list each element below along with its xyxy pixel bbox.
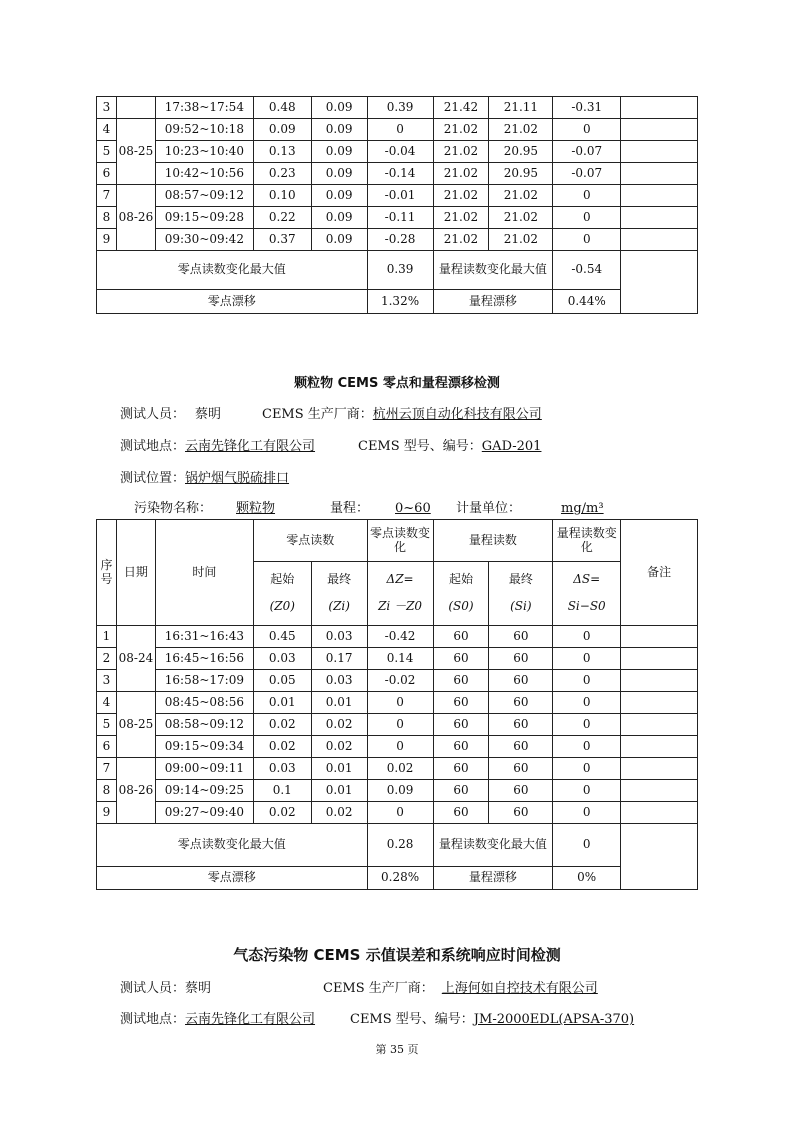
- table-row: [97, 670, 698, 692]
- table-cell: -0.42: [367, 626, 433, 648]
- table-cell: 0.01: [253, 692, 311, 714]
- table-cell: 08:57~09:12: [155, 185, 253, 207]
- table-cell: 0.01: [311, 780, 367, 802]
- span-drift-value: 0%: [553, 867, 621, 890]
- table-cell: -0.04: [367, 141, 433, 163]
- table-cell: 60: [433, 802, 489, 824]
- table-cell: 0.02: [253, 802, 311, 824]
- table-cell: 0: [553, 736, 621, 758]
- date-cell: 08-24: [116, 626, 155, 692]
- table-cell: 0: [553, 229, 621, 251]
- summary-row: [97, 867, 698, 890]
- header-note: 备注: [621, 520, 698, 626]
- tester-line: 测试人员： 蔡明: [120, 407, 222, 422]
- table-cell: 60: [433, 670, 489, 692]
- table-cell: 21.02: [433, 163, 489, 185]
- table-cell: 0.03: [311, 670, 367, 692]
- table-cell: 0.10: [253, 185, 311, 207]
- table-cell: 60: [489, 626, 553, 648]
- table-row: [97, 141, 698, 163]
- model-name: GAD-201: [481, 439, 542, 454]
- table-cell: 21.42: [433, 97, 489, 119]
- table-cell: [621, 736, 698, 758]
- section-title: 气态污染物 CEMS 示值误差和系统响应时间检测: [233, 946, 561, 964]
- table-cell: 3: [97, 670, 117, 692]
- table-cell: 60: [489, 648, 553, 670]
- date-cell: 08-26: [116, 758, 155, 824]
- table-cell: 0: [553, 185, 621, 207]
- table-row: [97, 229, 698, 251]
- table-cell: 0.09: [253, 119, 311, 141]
- model-line: CEMS 型号、编号：GAD-201: [358, 439, 542, 454]
- table-cell: 0: [367, 119, 433, 141]
- table-cell: 60: [489, 714, 553, 736]
- table-row: [97, 802, 698, 824]
- maker-name: 上海何如自控技术有限公司: [441, 981, 598, 996]
- table-cell: 3: [97, 97, 117, 119]
- tester-name: 蔡明: [185, 981, 212, 996]
- table-cell: 60: [489, 692, 553, 714]
- table-cell: 0.03: [311, 626, 367, 648]
- table-cell: [621, 97, 698, 119]
- table-cell: -0.07: [553, 141, 621, 163]
- span-max-value: -0.54: [553, 251, 621, 290]
- table-cell: 21.02: [489, 185, 553, 207]
- table-cell: 09:27~09:40: [155, 802, 253, 824]
- date-cell: 08-25: [116, 119, 155, 185]
- table-cell: 0: [553, 207, 621, 229]
- table-cell: [621, 185, 698, 207]
- table-cell: 16:45~16:56: [155, 648, 253, 670]
- table-particulate-drift: [96, 519, 698, 890]
- table-cell: 0.09: [367, 780, 433, 802]
- tester-line: 测试人员：蔡明: [120, 981, 212, 996]
- header-ds: ΔS= Si−S0: [553, 562, 621, 626]
- table-cell: 0: [367, 714, 433, 736]
- header-zi: 最终 (Zi): [311, 562, 367, 626]
- model-name: JM-2000EDL(APSA-370): [473, 1012, 635, 1027]
- maker-line: CEMS 生产厂商： 上海何如自控技术有限公司: [323, 981, 598, 996]
- table-cell: 7: [97, 185, 117, 207]
- table-cell: 09:30~09:42: [155, 229, 253, 251]
- table-row: [97, 626, 698, 648]
- table-cell: 1: [97, 626, 117, 648]
- table-cell: 0.02: [253, 714, 311, 736]
- zero-drift-label: 零点漂移: [97, 867, 368, 890]
- table-cell: 8: [97, 780, 117, 802]
- table-cell: 10:23~10:40: [155, 141, 253, 163]
- table-cell: 0.22: [253, 207, 311, 229]
- header-zero-change: 零点读数变化: [367, 520, 433, 562]
- position-line: 测试位置：锅炉烟气脱硫排口: [120, 471, 290, 486]
- zero-max-value: 0.39: [367, 251, 433, 290]
- table-cell: 0: [553, 802, 621, 824]
- zero-max-value: 0.28: [367, 824, 433, 867]
- span-drift-label: 量程漂移: [433, 867, 553, 890]
- table-row: [97, 97, 698, 119]
- table-cell: 0.09: [311, 207, 367, 229]
- header-si: 最终 (Si): [489, 562, 553, 626]
- table-cell: -0.28: [367, 229, 433, 251]
- summary-row: [97, 251, 698, 290]
- header-dz: ΔZ= Zi －Z0: [367, 562, 433, 626]
- table-cell: 20.95: [489, 141, 553, 163]
- table-row: [97, 163, 698, 185]
- table-cell: 0.02: [311, 802, 367, 824]
- table-cell: 0.09: [311, 229, 367, 251]
- table-cell: 16:58~17:09: [155, 670, 253, 692]
- table-cell: 0: [367, 802, 433, 824]
- table-cell: 21.02: [433, 119, 489, 141]
- table-cell: 16:31~16:43: [155, 626, 253, 648]
- table-cell: 0: [553, 648, 621, 670]
- tester-name: 蔡明: [195, 407, 222, 422]
- table-cell: [621, 119, 698, 141]
- zero-drift-value: 1.32%: [367, 290, 433, 314]
- table-cell: 9: [97, 229, 117, 251]
- header-s0: 起始 (S0): [433, 562, 489, 626]
- table-cell: 17:38~17:54: [155, 97, 253, 119]
- table-cell: [621, 802, 698, 824]
- summary-row: [97, 290, 698, 314]
- table-cell: 21.02: [489, 207, 553, 229]
- table-cell: 21.02: [433, 229, 489, 251]
- model-line: CEMS 型号、编号：JM-2000EDL(APSA-370): [350, 1012, 635, 1027]
- table-cell: 08:45~08:56: [155, 692, 253, 714]
- header-zero-reading: 零点读数: [253, 520, 367, 562]
- table-cell: 0.45: [253, 626, 311, 648]
- pollutant-line: 污染物名称： 颗粒物: [134, 501, 276, 516]
- table-cell: -0.02: [367, 670, 433, 692]
- table-cell: -0.11: [367, 207, 433, 229]
- table-cell: 21.02: [489, 229, 553, 251]
- summary-row: [97, 824, 698, 867]
- table-cell: 09:15~09:34: [155, 736, 253, 758]
- table-cell: [621, 692, 698, 714]
- range-line: 量程： 0~60: [330, 501, 431, 516]
- table-cell: 0.09: [311, 185, 367, 207]
- table-cell: 09:52~10:18: [155, 119, 253, 141]
- table-row: [97, 648, 698, 670]
- table-cell: 0: [367, 736, 433, 758]
- header-date: 日期: [116, 520, 155, 626]
- zero-drift-value: 0.28%: [367, 867, 433, 890]
- table-cell: [621, 758, 698, 780]
- table-row: [97, 780, 698, 802]
- table-cell: 6: [97, 163, 117, 185]
- table-cell: [621, 251, 698, 314]
- section-title: 颗粒物 CEMS 零点和量程漂移检测: [294, 376, 500, 391]
- table-cell: 0.09: [311, 97, 367, 119]
- table-cell: 08:58~09:12: [155, 714, 253, 736]
- site-line: 测试地点：云南先锋化工有限公司: [120, 1012, 316, 1027]
- table-cell: 21.11: [489, 97, 553, 119]
- table-cell: 60: [433, 736, 489, 758]
- table-cell: 0: [553, 692, 621, 714]
- table-cell: 60: [433, 648, 489, 670]
- table-cell: 21.02: [489, 119, 553, 141]
- date-cell: 08-25: [116, 692, 155, 758]
- pollutant-name: 颗粒物: [236, 501, 276, 516]
- table-cell: 0.13: [253, 141, 311, 163]
- table-cell: 0.01: [311, 692, 367, 714]
- unit-line: 计量单位： mg/m³: [456, 501, 604, 516]
- table-cell: 60: [433, 626, 489, 648]
- table-row: [97, 185, 698, 207]
- table-cell: 0.09: [311, 163, 367, 185]
- span-drift-label: 量程漂移: [433, 290, 553, 314]
- table-cell: 0.05: [253, 670, 311, 692]
- table-cell: [621, 670, 698, 692]
- position-name: 锅炉烟气脱硫排口: [185, 471, 290, 486]
- table-row: [97, 714, 698, 736]
- table-cell: 60: [489, 802, 553, 824]
- table-cell: 21.02: [433, 207, 489, 229]
- table-cell: 8: [97, 207, 117, 229]
- table-cell: 09:14~09:25: [155, 780, 253, 802]
- table-cell: 0.37: [253, 229, 311, 251]
- table-cell: 5: [97, 141, 117, 163]
- table-cell: [621, 824, 698, 890]
- table-cell: 0.02: [311, 714, 367, 736]
- table-cell: -0.07: [553, 163, 621, 185]
- header-no: 序号: [97, 520, 117, 626]
- table-row: [97, 207, 698, 229]
- table-cell: 0.02: [311, 736, 367, 758]
- table-cell: 09:00~09:11: [155, 758, 253, 780]
- table-cell: 0: [553, 780, 621, 802]
- table-cell: [621, 648, 698, 670]
- table-cell: 10:42~10:56: [155, 163, 253, 185]
- table-cell: [621, 163, 698, 185]
- table-cell: 0: [553, 670, 621, 692]
- table-cell: 60: [489, 670, 553, 692]
- header-span-reading: 量程读数: [433, 520, 553, 562]
- table-cell: -0.31: [553, 97, 621, 119]
- unit-value: mg/m³: [561, 501, 604, 516]
- table-row: [97, 119, 698, 141]
- zero-drift-label: 零点漂移: [97, 290, 368, 314]
- zero-max-label: 零点读数变化最大值: [97, 824, 368, 867]
- header-row: [97, 520, 698, 562]
- date-cell: 08-26: [116, 185, 155, 251]
- table-cell: 0.23: [253, 163, 311, 185]
- range-value: 0~60: [395, 501, 431, 516]
- table-cell: 0.02: [253, 736, 311, 758]
- table-cell: 0.48: [253, 97, 311, 119]
- table-row: [97, 758, 698, 780]
- table-cell: 21.02: [433, 141, 489, 163]
- table-cell: [621, 780, 698, 802]
- maker-name: 杭州云顶自动化科技有限公司: [372, 407, 542, 422]
- header-time: 时间: [155, 520, 253, 626]
- span-max-label: 量程读数变化最大值: [433, 824, 553, 867]
- table-cell: 0: [553, 758, 621, 780]
- table-row: [97, 736, 698, 758]
- table-cell: 4: [97, 692, 117, 714]
- table-cell: 0.01: [311, 758, 367, 780]
- site-name: 云南先锋化工有限公司: [185, 1012, 316, 1027]
- zero-max-label: 零点读数变化最大值: [97, 251, 368, 290]
- table-cell: [621, 207, 698, 229]
- table-cell: 0.03: [253, 648, 311, 670]
- table-cell: 60: [433, 780, 489, 802]
- table-cell: [621, 626, 698, 648]
- site-line: 测试地点：云南先锋化工有限公司: [120, 439, 316, 454]
- table-cell: [621, 141, 698, 163]
- table-cell: 0: [553, 714, 621, 736]
- table-cell: 60: [433, 758, 489, 780]
- table-cell: 60: [489, 758, 553, 780]
- table-cell: 0.09: [311, 141, 367, 163]
- table-cell: [116, 97, 155, 119]
- site-name: 云南先锋化工有限公司: [185, 439, 316, 454]
- table-cell: 60: [433, 714, 489, 736]
- table-gas-drift-continued: [96, 96, 698, 314]
- table-cell: 0: [367, 692, 433, 714]
- table-cell: 21.02: [433, 185, 489, 207]
- table-cell: 09:15~09:28: [155, 207, 253, 229]
- header-span-change: 量程读数变化: [553, 520, 621, 562]
- table-cell: 4: [97, 119, 117, 141]
- page-number: 第 35 页: [375, 1043, 419, 1056]
- table-cell: 0: [553, 626, 621, 648]
- table-cell: 0.02: [367, 758, 433, 780]
- table-cell: 0.39: [367, 97, 433, 119]
- table-cell: 9: [97, 802, 117, 824]
- table-cell: [621, 229, 698, 251]
- table-cell: 0.03: [253, 758, 311, 780]
- table-cell: [621, 714, 698, 736]
- table-row: [97, 692, 698, 714]
- table-cell: 5: [97, 714, 117, 736]
- table-cell: 0.09: [311, 119, 367, 141]
- table-cell: -0.14: [367, 163, 433, 185]
- span-max-label: 量程读数变化最大值: [433, 251, 553, 290]
- table-cell: -0.01: [367, 185, 433, 207]
- table-cell: 0.17: [311, 648, 367, 670]
- table-cell: 60: [433, 692, 489, 714]
- table-cell: 60: [489, 736, 553, 758]
- table-cell: 0: [553, 119, 621, 141]
- maker-line: CEMS 生产厂商：杭州云顶自动化科技有限公司: [262, 407, 542, 422]
- table-cell: 60: [489, 780, 553, 802]
- span-drift-value: 0.44%: [553, 290, 621, 314]
- table-cell: 0.14: [367, 648, 433, 670]
- table-cell: 20.95: [489, 163, 553, 185]
- table-cell: 0.1: [253, 780, 311, 802]
- table-cell: 7: [97, 758, 117, 780]
- header-z0: 起始 (Z0): [253, 562, 311, 626]
- span-max-value: 0: [553, 824, 621, 867]
- table-cell: 6: [97, 736, 117, 758]
- table-cell: 2: [97, 648, 117, 670]
